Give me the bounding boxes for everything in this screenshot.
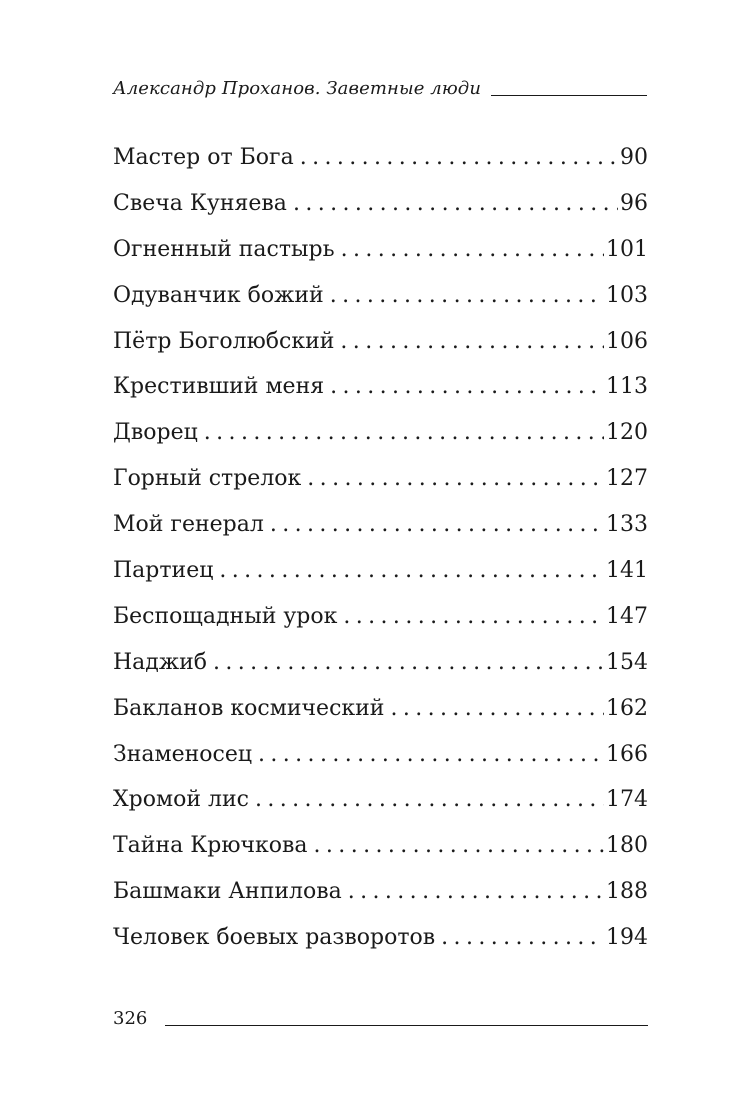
dot-leader: [348, 874, 604, 910]
dot-leader: [330, 278, 604, 314]
dot-leader: [341, 232, 604, 268]
dot-leader: [293, 186, 618, 222]
toc-entry: [113, 920, 648, 966]
toc-entry-title: Огненный пастырь: [113, 236, 335, 262]
toc-entry-page-number: 174: [606, 787, 648, 813]
toc-entry-page-number: 194: [606, 925, 648, 951]
toc-entry: [113, 645, 648, 691]
toc-entry-page-number: 90: [620, 145, 648, 170]
toc-entry-title: Башмаки Анпилова: [113, 879, 342, 905]
toc-entry-title: Человек боевых разворотов: [113, 925, 436, 951]
toc-entry: [113, 232, 648, 278]
toc-entry: [113, 461, 648, 507]
dot-leader: [213, 645, 604, 681]
toc-entry-title: Крестивший меня: [113, 374, 325, 400]
footer-rule: [165, 1025, 648, 1026]
toc-entry-title: Знаменосец: [113, 741, 253, 767]
toc-entry: [113, 278, 648, 324]
toc-entry-title: Одуванчик божий: [113, 282, 324, 308]
dot-leader: [204, 415, 604, 451]
toc-entry-title: Бакланов космический: [113, 695, 385, 721]
toc-entry-page-number: 154: [606, 649, 648, 675]
dot-leader: [258, 737, 604, 773]
toc-entry: [113, 507, 648, 553]
toc-entry-title: Горный стрелок: [113, 466, 302, 492]
toc-entry: [113, 691, 648, 737]
toc-entry: [113, 828, 648, 874]
dot-leader: [390, 691, 604, 727]
toc-entry-title: Пётр Боголюбский: [113, 328, 335, 354]
toc-entry-title: Наджиб: [113, 649, 207, 675]
toc-entry-page-number: 101: [606, 236, 648, 262]
table-of-contents: [113, 140, 648, 966]
toc-entry-page-number: 147: [606, 603, 648, 629]
dot-leader: [300, 140, 618, 176]
running-title: Александр Проханов. Заветные люди: [113, 78, 482, 99]
page-footer: [113, 1006, 648, 1030]
dot-leader: [219, 553, 604, 589]
dot-leader: [340, 324, 604, 360]
toc-entry-page-number: 133: [606, 512, 648, 538]
toc-entry-page-number: 162: [606, 695, 648, 721]
dot-leader: [314, 828, 604, 864]
toc-entry-title: Хромой лис: [113, 787, 249, 813]
toc-entry-title: Партиец: [113, 558, 214, 584]
dot-leader: [255, 782, 604, 818]
toc-entry-page-number: 180: [606, 833, 648, 859]
toc-entry-title: Мастер от Бога: [113, 145, 294, 170]
toc-entry: [113, 369, 648, 415]
dot-leader: [307, 461, 604, 497]
dot-leader: [270, 507, 604, 543]
toc-entry-page-number: 103: [606, 282, 648, 308]
toc-entry: [113, 782, 648, 828]
dot-leader: [330, 369, 604, 405]
toc-entry-page-number: 96: [620, 190, 648, 216]
toc-entry-title: Дворец: [113, 420, 198, 446]
dot-leader: [441, 920, 604, 956]
toc-entry: [113, 140, 648, 186]
toc-entry-page-number: 120: [606, 420, 648, 446]
toc-entry-title: Мой генерал: [113, 512, 264, 538]
toc-entry-page-number: 188: [606, 879, 648, 905]
toc-entry-page-number: 127: [606, 466, 648, 492]
page-number: 326: [113, 1008, 148, 1029]
toc-entry-title: Тайна Крючкова: [113, 833, 308, 859]
toc-entry-title: Свеча Куняева: [113, 190, 287, 216]
toc-entry: [113, 186, 648, 232]
header-rule: [491, 95, 647, 96]
dot-leader: [343, 599, 604, 635]
running-header: [113, 74, 647, 100]
toc-entry-page-number: 106: [606, 328, 648, 354]
toc-entry: [113, 324, 648, 370]
toc-entry-title: Беспощадный урок: [113, 603, 338, 629]
toc-entry-page-number: 166: [606, 741, 648, 767]
toc-entry: [113, 415, 648, 461]
toc-entry: [113, 737, 648, 783]
toc-entry: [113, 599, 648, 645]
toc-entry: [113, 874, 648, 920]
toc-entry: [113, 553, 648, 599]
toc-entry-page-number: 141: [606, 558, 648, 584]
toc-entry-page-number: 113: [606, 374, 648, 400]
